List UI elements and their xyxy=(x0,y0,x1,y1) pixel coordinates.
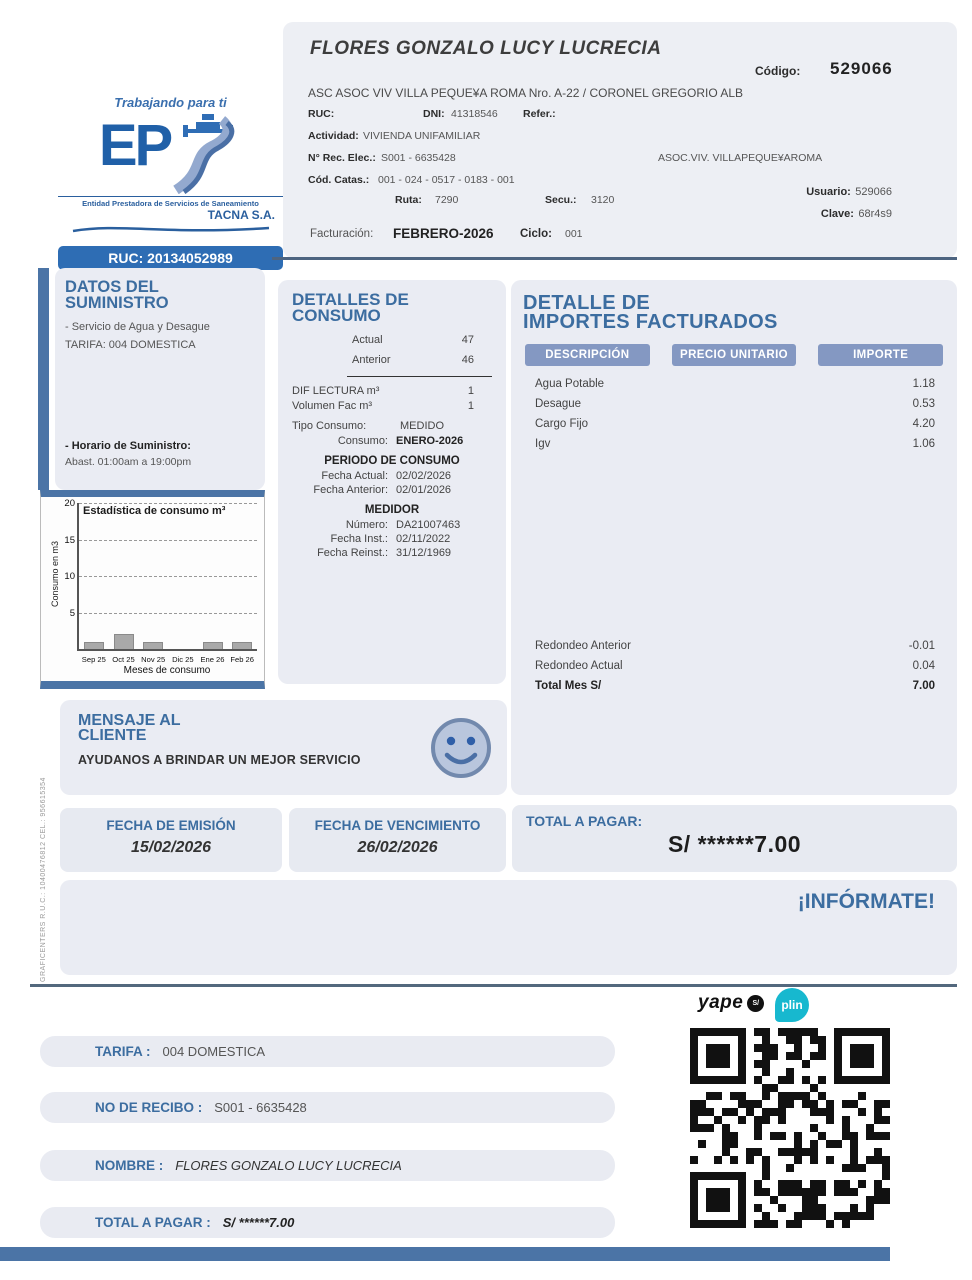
total-pagar-label: TOTAL A PAGAR: xyxy=(526,813,643,829)
actual-label: Actual xyxy=(352,334,383,347)
stub-nombre-value: FLORES GONZALO LUCY LUCRECIA xyxy=(175,1158,402,1173)
informate-section xyxy=(60,880,957,975)
chart-plot-area: 5 10 15 20 Sep 25 Oct 25 Nov 25 Dic 25 Ene 26 Feb 26 xyxy=(77,503,257,651)
detalles-consumo-section xyxy=(278,280,506,684)
secu-value: 3120 xyxy=(591,194,615,206)
bottom-accent-band xyxy=(0,1247,890,1261)
fecha-emision-label: FECHA DE EMISIÓN xyxy=(106,818,236,833)
fecha-reinst-value: 31/12/1969 xyxy=(396,547,452,560)
importes-table-header xyxy=(525,344,943,366)
stub-row-recibo xyxy=(40,1092,615,1123)
consumption-chart xyxy=(40,490,265,689)
facturacion-label: Facturación: xyxy=(310,228,374,240)
redondeo-actual-row xyxy=(523,656,945,676)
customer-header-box xyxy=(283,22,957,258)
tipo-consumo-label: Tipo Consumo: xyxy=(292,420,367,433)
stub-tarifa-value: 004 DOMESTICA xyxy=(162,1044,266,1059)
chart-x-axis-label: Meses de consumo xyxy=(123,665,211,676)
tipo-consumo-value: MEDIDO xyxy=(400,420,444,433)
facturacion-value: FEBRERO-2026 xyxy=(393,226,494,241)
dif-lectura-value: 1 xyxy=(467,385,474,398)
stub-total-label: TOTAL A PAGAR : xyxy=(95,1215,211,1230)
detalles-consumo-title: DETALLES DE CONSUMO xyxy=(292,290,409,326)
row-desc: Cargo Fijo xyxy=(535,418,589,430)
volumen-fac-label: Volumen Fac m³ xyxy=(292,400,373,413)
dif-lectura-label: DIF LECTURA m³ xyxy=(292,385,380,398)
table-row xyxy=(523,394,945,414)
anterior-value: 46 xyxy=(461,354,474,367)
row-importe: 0.53 xyxy=(912,398,935,410)
logo-org-name: TACNA S.A. xyxy=(207,208,275,222)
total-pagar-value: S/ ******7.00 xyxy=(667,831,802,857)
fecha-inst-value: 02/11/2022 xyxy=(396,533,451,546)
anterior-label: Anterior xyxy=(352,354,391,367)
chart-y-axis-label: Consumo en m3 xyxy=(50,540,60,608)
stub-tarifa-label: TARIFA : xyxy=(95,1044,151,1059)
redondeo-anterior-label: Redondeo Anterior xyxy=(535,640,631,652)
usuario-label: Usuario: xyxy=(806,186,851,198)
eps-logo xyxy=(58,110,283,196)
column-header-precio-unitario: PRECIO UNITARIO xyxy=(672,344,797,366)
section-divider xyxy=(30,984,957,987)
fecha-vencimiento-label: FECHA DE VENCIMIENTO xyxy=(314,818,481,833)
redondeo-anterior-row xyxy=(523,636,945,656)
yape-logo xyxy=(698,992,764,1014)
row-importe: 4.20 xyxy=(912,418,935,430)
tarifa-text: TARIFA: 004 DOMESTICA xyxy=(65,339,196,352)
stub-row-nombre xyxy=(40,1150,615,1181)
plin-logo: plin xyxy=(775,988,809,1022)
catastro-value: 001 - 024 - 0517 - 0183 - 001 xyxy=(378,174,515,186)
header-divider xyxy=(272,257,957,260)
stub-recibo-label: NO DE RECIBO : xyxy=(95,1100,203,1115)
row-importe: 1.06 xyxy=(912,438,935,450)
usuario-row xyxy=(806,182,892,200)
clave-row xyxy=(821,204,892,222)
wave-icon xyxy=(71,225,271,235)
fecha-anterior-value: 02/01/2026 xyxy=(396,484,452,497)
row-desc: Agua Potable xyxy=(535,378,605,390)
ruc-band: RUC: 20134052989 xyxy=(58,246,283,270)
stub-row-total xyxy=(40,1207,615,1238)
logo-tagline: Trabajando para ti xyxy=(114,95,227,110)
refer-label: Refer.: xyxy=(523,108,556,120)
clave-label: Clave: xyxy=(820,208,854,220)
stub-total-value: S/ ******7.00 xyxy=(222,1215,295,1230)
fecha-actual-label: Fecha Actual: xyxy=(321,470,388,483)
informate-text: ¡INFÓRMATE! xyxy=(797,890,935,913)
smiley-icon xyxy=(429,716,493,785)
mensaje-title-line2: CLIENTE xyxy=(78,727,147,745)
fecha-vencimiento-value: 26/02/2026 xyxy=(357,839,438,856)
ruta-value: 7290 xyxy=(435,194,459,206)
stub-nombre-label: NOMBRE : xyxy=(95,1158,164,1173)
fecha-emision-box xyxy=(60,808,282,872)
company-logo-block xyxy=(58,95,283,270)
table-row xyxy=(523,374,945,394)
consumo-mes-value: ENERO-2026 xyxy=(396,435,464,448)
redondeo-anterior-value: -0.01 xyxy=(908,640,935,652)
table-row xyxy=(523,414,945,434)
importes-facturados-section xyxy=(511,280,957,795)
fecha-anterior-label: Fecha Anterior: xyxy=(313,484,388,497)
customer-name: FLORES GONZALO LUCY LUCRECIA xyxy=(310,38,662,59)
qr-code xyxy=(690,1028,890,1228)
datos-suministro-section xyxy=(55,268,265,490)
chart-title: Estadística de consumo m³ xyxy=(83,505,226,517)
importes-title-line1: DETALLE DE xyxy=(523,292,651,314)
asociacion-name: ASOC.VIV. VILLAPEQUE¥AROMA xyxy=(658,152,823,164)
left-accent-bar xyxy=(38,268,49,490)
eps-logo-text: EP xyxy=(98,113,171,178)
secu-label: Secu.: xyxy=(545,194,577,206)
logo-subtitle: Entidad Prestadora de Servicios de Saneamiento xyxy=(58,196,283,208)
redondeo-actual-value: 0.04 xyxy=(912,660,935,672)
importes-title-line2: IMPORTES FACTURADOS xyxy=(523,311,778,333)
mensaje-text: AYUDANOS A BRINDAR UN MEJOR SERVICIO xyxy=(78,753,361,768)
mensaje-title-line1: MENSAJE AL xyxy=(78,712,181,729)
consumo-mes-label: Consumo: xyxy=(337,435,388,448)
ruta-label: Ruta: xyxy=(395,194,422,206)
row-desc: Desague xyxy=(535,398,582,410)
print-shop-credit: GRAFICENTERS R.U.C.: 10400476812 CEL.: 956615354 xyxy=(40,777,47,982)
fecha-actual-value: 02/02/2026 xyxy=(396,470,452,483)
total-pagar-box xyxy=(512,805,957,872)
rec-elec-label: N° Rec. Elec.: xyxy=(308,152,376,164)
fecha-vencimiento-box xyxy=(289,808,506,872)
datos-suministro-title: DATOS DEL SUMINISTRO xyxy=(65,278,169,312)
consumo-divider xyxy=(347,376,492,377)
codigo-label: Código: xyxy=(755,64,801,78)
catastro-label: Cód. Catas.: xyxy=(308,174,370,186)
ciclo-label: Ciclo: xyxy=(520,228,552,240)
mensaje-cliente-section xyxy=(60,700,507,795)
actual-value: 47 xyxy=(461,334,474,347)
customer-address: ASC ASOC VIV VILLA PEQUE¥A ROMA Nro. A-22 / CORONEL GREGORIO ALB xyxy=(308,86,744,100)
ciclo-value: 001 xyxy=(565,228,583,240)
volumen-fac-value: 1 xyxy=(467,400,474,413)
actividad-value: VIVIENDA UNIFAMILIAR xyxy=(363,130,481,142)
actividad-label: Actividad: xyxy=(308,130,359,142)
rec-elec-value: S001 - 6635428 xyxy=(381,152,456,164)
fecha-reinst-label: Fecha Reinst.: xyxy=(317,547,388,560)
usuario-value: 529066 xyxy=(855,186,892,198)
codigo-value: 529066 xyxy=(830,59,893,78)
medidor-title: MEDIDOR xyxy=(364,504,420,517)
ruc-label: RUC: xyxy=(308,108,335,120)
clave-value: 68r4s9 xyxy=(858,208,892,220)
servicio-text: - Servicio de Agua y Desague xyxy=(65,321,210,334)
redondeo-actual-label: Redondeo Actual xyxy=(535,660,623,672)
periodo-consumo-title: PERIODO DE CONSUMO xyxy=(324,455,460,468)
table-row xyxy=(523,434,945,454)
medidor-numero-label: Número: xyxy=(345,519,388,532)
fecha-emision-value: 15/02/2026 xyxy=(130,839,212,856)
yape-badge-icon: S/ xyxy=(747,995,764,1012)
dni-label: DNI: xyxy=(423,108,445,120)
stub-row-tarifa xyxy=(40,1036,615,1067)
faucet-river-icon xyxy=(170,110,242,199)
column-header-descripcion: DESCRIPCIÓN xyxy=(525,344,650,366)
yape-logo-text: yape xyxy=(698,992,744,1013)
column-header-importe: IMPORTE xyxy=(818,344,943,366)
row-desc: Igv xyxy=(535,438,551,450)
total-mes-label: Total Mes S/ xyxy=(535,680,602,692)
stub-recibo-value: S001 - 6635428 xyxy=(214,1100,307,1115)
dni-value: 41318546 xyxy=(451,108,498,120)
fecha-inst-label: Fecha Inst.: xyxy=(330,533,388,546)
row-importe: 1.18 xyxy=(912,378,935,390)
horario-label: - Horario de Suministro: xyxy=(65,440,191,452)
horario-value: Abast. 01:00am a 19:00pm xyxy=(65,456,192,468)
total-mes-value: 7.00 xyxy=(912,680,935,692)
medidor-numero-value: DA21007463 xyxy=(396,519,461,532)
total-mes-row xyxy=(523,676,945,696)
